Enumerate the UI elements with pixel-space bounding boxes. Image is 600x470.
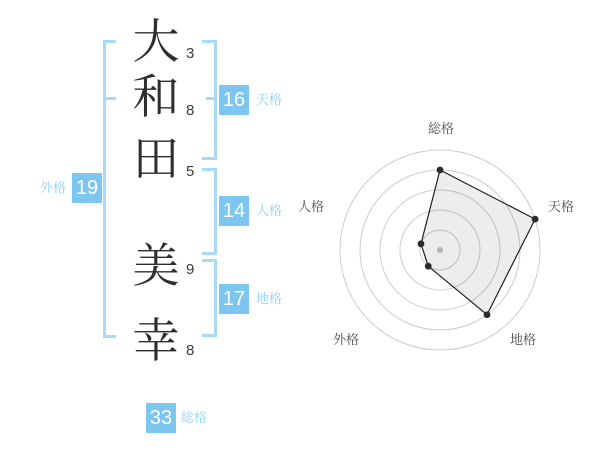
stroke-count-3: 5 [186,163,195,180]
tenkaku-label: 天格 [256,92,283,107]
gaikaku-badge: 19 [72,173,102,203]
jinkaku-label: 人格 [256,203,283,218]
stroke-count-4: 9 [186,261,195,278]
tenkaku-badge: 16 [219,85,249,115]
name-char-2: 和 [132,70,180,123]
radar-axis-label-jinkaku: 人格 [297,199,324,214]
chikaku-badge: 17 [219,284,249,314]
chikaku-label: 地格 [256,291,283,306]
name-char-4: 美 [132,239,180,292]
name-char-3: 田 [132,132,180,185]
soukaku-badge: 33 [146,403,176,433]
radar-axis-label-gaikaku: 外格 [332,332,359,347]
stroke-count-1: 3 [186,45,195,62]
stroke-count-2: 8 [186,102,195,119]
radar-axis-label-soukaku: 総格 [427,121,454,136]
name-char-5: 幸 [132,314,180,367]
soukaku-label: 総格 [181,410,208,425]
gaikaku-label: 外格 [39,180,66,195]
name-char-1: 大 [132,15,180,68]
radar-axis-label-tenkaku: 天格 [547,199,574,214]
jinkaku-badge: 14 [219,196,249,226]
radar-axis-label-chikaku: 地格 [509,332,536,347]
stroke-count-5: 8 [186,342,195,359]
